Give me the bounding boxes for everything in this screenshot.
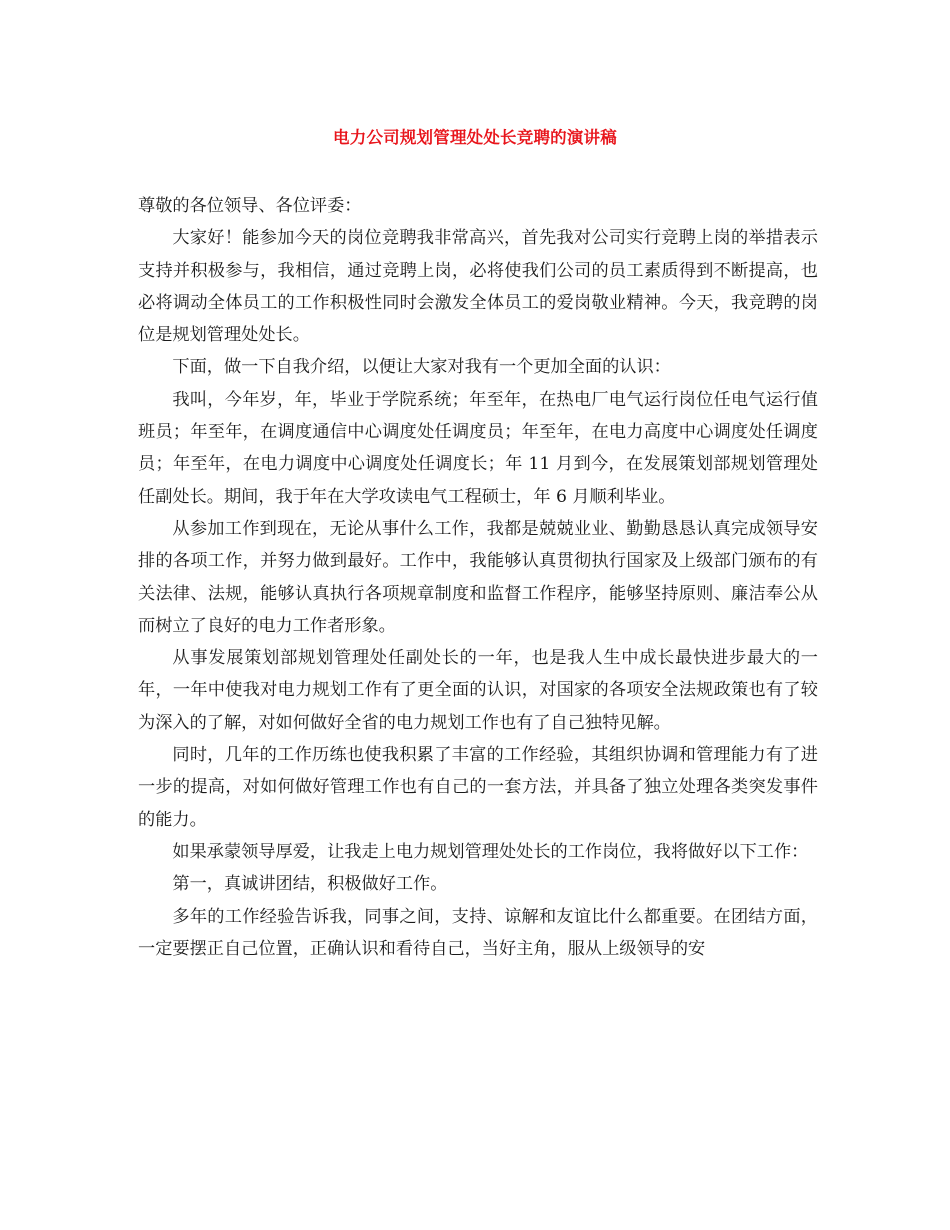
paragraph-work-attitude: 从参加工作到现在，无论从事什么工作，我都是兢兢业业、勤勤恳恳认真完成领导安排的各项工作，并努力做到最好。工作中，我能够认真贯彻执行国家及上级部门颁布的有关法律、法规，能够认真执行各项规章制度和监督工作程序，能够坚持原则、廉洁奉公从而树立了良好的电力工作者形象。 bbox=[138, 518, 818, 636]
salutation: 尊敬的各位领导、各位评委： bbox=[138, 196, 362, 216]
paragraph-growth: 从事发展策划部规划管理处任副处长的一年，也是我人生中成长最快进步最大的一年，一年中使我对电力规划工作有了更全面的认识，对国家的各项安全法规政策也有了较为深入的了解，对如何做好全省的电力规划工作也有了自己独特见解。 bbox=[138, 648, 818, 733]
paragraph-commitment: 如果承蒙领导厚爱，让我走上电力规划管理处处长的工作岗位，我将做好以下工作： bbox=[172, 841, 809, 862]
document-title: 电力公司规划管理处处长竞聘的演讲稿 bbox=[333, 128, 617, 147]
paragraph-teamwork: 多年的工作经验告诉我，同事之间，支持、谅解和友谊比什么都重要。在团结方面，一定要摆正自己位置，正确认识和看待自己，当好主角，服从上级领导的安 bbox=[138, 906, 818, 959]
paragraph-experience: 同时，几年的工作历练也使我积累了丰富的工作经验，其组织协调和管理能力有了进一步的提高，对如何做好管理工作也有自己的一套方法，并具备了独立处理各类突发事件的能力。 bbox=[138, 745, 818, 830]
paragraph-self-intro-lead: 下面，做一下自我介绍，以便让大家对我有一个更加全面的认识： bbox=[172, 357, 671, 378]
paragraph-first-point: 第一，真诚讲团结，积极做好工作。 bbox=[172, 874, 448, 895]
paragraph-career-history: 我叫，今年岁，年，毕业于学院系统；年至年，在热电厂电气运行岗位任电气运行值班员；年至年，在调度通信中心调度处任调度员；年至年，在电力高度中心调度处任调度员；年至年，在电力调度中心调度处任调度长；年 11 月到今，在发展策划部规划管理处任副处长。期间，我于年在大学攻读电气工程硕士，年 6 月顺利毕业。 bbox=[138, 389, 818, 507]
document-body bbox=[138, 190, 818, 965]
paragraph-intro: 大家好！能参加今天的岗位竞聘我非常高兴，首先我对公司实行竞聘上岗的举措表示支持并积极参与，我相信，通过竞聘上岗，必将使我们公司的员工素质得到不断提高，也必将调动全体员工的工作积极性同时会激发全体员工的爱岗敬业精神。今天，我竞聘的岗位是规划管理处处长。 bbox=[138, 228, 818, 346]
